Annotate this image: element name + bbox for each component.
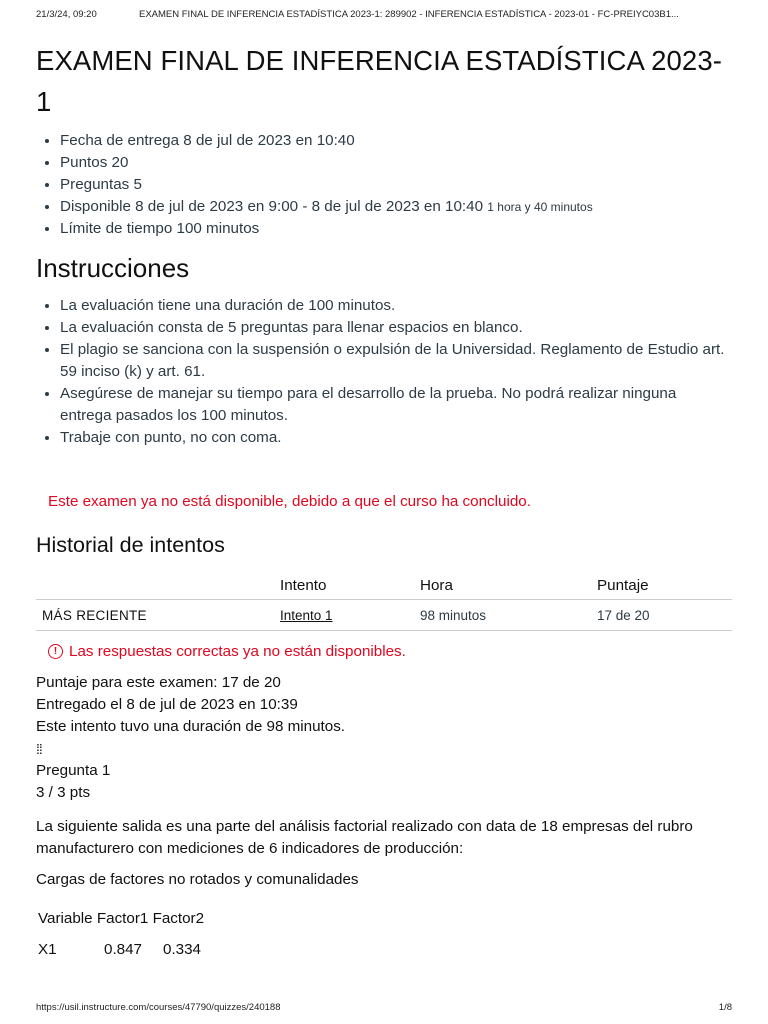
loadings-table-header	[36, 910, 732, 927]
instructions-heading: Instrucciones	[36, 253, 190, 283]
drag-handle-icon[interactable]: ⁞⁞	[36, 741, 42, 757]
column-header-time: Hora	[414, 570, 591, 600]
quiz-details-list	[36, 130, 732, 240]
instruction-item: • La evaluación tiene una duración de 100 minutos.	[60, 295, 732, 317]
attempt-cell	[274, 600, 414, 631]
instruction-item: • Asegúrese de manejar su tiempo para el desarrollo de la prueba. No podrá realizar ninguna entrega pasados los 100 minutos.	[60, 383, 732, 427]
availability-duration: 1 hora y 40 minutos	[487, 200, 593, 214]
attempt-history-heading: Historial de intentos	[36, 533, 225, 557]
table-row	[36, 600, 732, 631]
instruction-item: • La evaluación consta de 5 preguntas para llenar espacios en blanco.	[60, 317, 732, 339]
header-factor2: Factor2	[152, 910, 205, 927]
print-header	[0, 0, 768, 20]
instruction-item: • Trabaje con punto, no con coma.	[60, 427, 732, 449]
availability-range: Disponible 8 de jul de 2023 en 9:00 - 8 de jul de 2023 en 10:40	[60, 198, 484, 215]
row-factor1: 0.847	[104, 941, 143, 958]
question-points: 3 / 3 pts	[36, 784, 91, 801]
instruction-item: • El plagio se sanciona con la suspensión o expulsión de la Universidad. Reglamento de Estudio art. 59 inciso (k) y art. 61.	[60, 339, 732, 383]
column-header-score: Puntaje	[591, 570, 732, 600]
question-text: La siguiente salida es una parte del análisis factorial realizado con data de 18 empresas del rubro manufacturero con mediciones de 6 indicadores de producción:	[36, 818, 693, 857]
page-title: EXAMEN FINAL DE INFERENCIA ESTADÍSTICA 2023-1	[36, 45, 722, 117]
print-page-title: EXAMEN FINAL DE INFERENCIA ESTADÍSTICA 2023-1: 289902 - INFERENCIA ESTADÍSTICA - 2023-01 - FC-PREIYC03B1...	[139, 9, 679, 20]
header-variable: Variable	[38, 910, 93, 927]
score-cell: 17 de 20	[591, 600, 732, 631]
unavailable-notice: Este examen ya no está disponible, debido a que el curso ha concluido.	[48, 493, 531, 510]
table-header-row	[36, 570, 732, 600]
loadings-table-row	[36, 941, 732, 958]
print-url: https://usil.instructure.com/courses/47790/quizzes/240188	[36, 1002, 281, 1013]
column-header	[36, 570, 274, 600]
question-name: Pregunta 1	[36, 762, 111, 779]
answers-unavailable-warning	[48, 643, 732, 660]
question-subtitle: Cargas de factores no rotados y comunalidades	[36, 871, 359, 888]
quiz-content	[36, 40, 732, 958]
availability	[60, 196, 732, 218]
points: • Puntos 20	[60, 152, 732, 174]
most-recent-label: MÁS RECIENTE	[36, 600, 274, 631]
print-timestamp: 21/3/24, 09:20	[36, 9, 97, 20]
score-line: Puntaje para este examen: 17 de 20	[36, 674, 281, 691]
question-count: • Preguntas 5	[60, 174, 732, 196]
row-factor2: 0.334	[163, 941, 202, 958]
attempt-history-table	[36, 570, 732, 631]
submitted-line: Entregado el 8 de jul de 2023 en 10:39	[36, 696, 298, 713]
time-limit: • Límite de tiempo 100 minutos	[60, 218, 732, 240]
row-variable: X1	[38, 941, 57, 958]
instructions-list	[36, 295, 732, 449]
column-header-attempt: Intento	[274, 570, 414, 600]
duration-line: Este intento tuvo una duración de 98 minutos.	[36, 718, 346, 735]
warning-text: Las respuestas correctas ya no están disponibles.	[69, 643, 406, 660]
print-page-number: 1/8	[718, 1002, 732, 1013]
attempt-link[interactable]: Intento 1	[280, 607, 333, 623]
print-footer	[0, 994, 768, 1024]
result-summary	[36, 672, 732, 738]
due-date: • Fecha de entrega 8 de jul de 2023 en 10:40	[60, 130, 732, 152]
warning-icon: !	[48, 644, 63, 659]
time-cell: 98 minutos	[414, 600, 591, 631]
header-factor1: Factor1	[96, 910, 149, 927]
